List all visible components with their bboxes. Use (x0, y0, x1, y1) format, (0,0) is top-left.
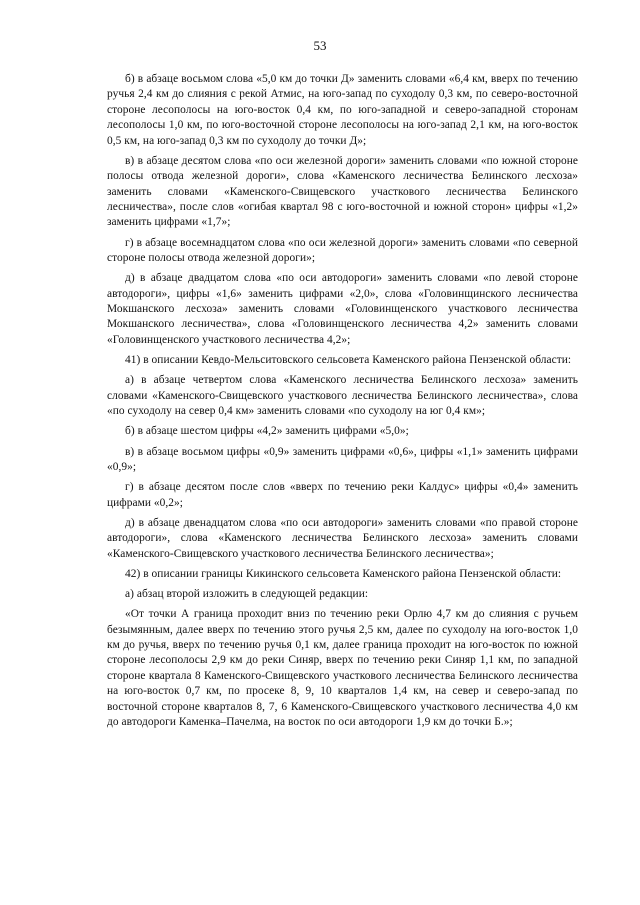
item-41-heading: 41) в описании Кевдо-Мельситовского сельсовета Каменского района Пензенской области: (125, 354, 572, 367)
paragraph-10v: в) в абзаце десятом слова «по оси железной дороги» заменить словами «по южной стороне полосы отвода железной дороги», слова «Каменского лесничества Белинского лесхоза» заменить словами «Каменского-Свищевского участкового лесничества Белинского лесничества», после слов «огибая квартал 98 с юго-восточной и южной сторон» цифры «1,2» заменить цифрами «1,7»; (107, 154, 578, 229)
item-42-heading: 42) в описании границы Кикинского сельсовета Каменского района Пензенской области: (125, 567, 562, 580)
paragraph-18g: г) в абзаце восемнадцатом слова «по оси железной дороги» заменить словами «по северной стороне полосы отвода железной дороги»; (107, 236, 578, 265)
paragraph-42a: а) абзац второй изложить в следующей редакции: (125, 587, 369, 600)
page-number: 53 (313, 38, 327, 53)
paragraph-41b: б) в абзаце шестом цифры «4,2» заменить цифрами «5,0»; (125, 425, 409, 438)
paragraph-41a: а) в абзаце четвертом слова «Каменского лесничества Белинского лесхоза» заменить словами «Каменского-Свищевского участкового лесничества Белинского лесничества», слова «по суходолу на север 0,4 км» заменить словами «по суходолу на юг 0,4 км»; (107, 374, 578, 418)
paragraph-20d: д) в абзаце двадцатом слова «по оси автодороги» заменить словами «по левой стороне автодороги», цифры «1,6» заменить цифрами «2,0», слова «Головинщинского лесничества Мокшанского лесхоза» заменить словами «Головинщенского участкового лесничества Мокшанского лесничества», слова «Головинщенского лесничества 4,2» заменить словами «Головинщенского участкового лесничества 4,2»; (107, 272, 578, 346)
paragraph-41v: в) в абзаце восьмом цифры «0,9» заменить цифрами «0,6», цифры «1,1» заменить цифрами «0,9»; (107, 445, 578, 473)
document-body (107, 72, 578, 735)
paragraph-41g: г) в абзаце десятом после слов «вверх по течению реки Калдус» цифры «0,4» заменить цифрами «0,2»; (107, 481, 578, 509)
paragraph-41d: д) в абзаце двенадцатом слова «по оси автодороги» заменить словами «по правой стороне автодороги», слова «Каменского лесничества Белинского лесхоза» заменить словами «Каменского-Свищевского участкового лесничества Белинского лесничества»; (107, 516, 578, 560)
quoted-boundary-description: «От точки А граница проходит вниз по течению реки Орлю 4,7 км до слияния с ручьем безымянным, далее вверх по течению этого ручья 2,5 км, далее по суходолу на юго-восток 1,0 км до ручья, вверх по течению ручья 0,1 км, далее граница проходит на юго-восток по южной стороне лесополосы 2,9 км до реки Синяр, вверх по течению реки Синяр 1,1 км, по западной стороне квартала 8 Каменского-Свищевского участкового лесничества Белинского лесничества на юго-восток 0,7 км, по просеке 8, 9, 10 кварталов 1,4 км, на север и северо-запад по восточной стороне кварталов 8, 7, 6 Каменского-Свищевского участкового лесничества 4,0 км до автодороги Каменка–Пачелма, на восток по оси автодороги 1,9 км до точки Б.»; (107, 608, 578, 728)
paragraph-8b: б) в абзаце восьмом слова «5,0 км до точки Д» заменить словами «6,4 км, вверх по течению ручья 2,4 км до слияния с рекой Атмис, на юго-запад по суходолу 0,3 км, по северо-восточной стороне лесополосы на юго-восток 0,4 км, по юго-западной и северо-западной сторонам лесополосы 1,0 км, по юго-восточной стороне лесополосы на юго-запад 2,1 км, на юго-восток 0,5 км, на юго-запад 0,3 км по суходолу до точки Д»; (107, 73, 578, 147)
